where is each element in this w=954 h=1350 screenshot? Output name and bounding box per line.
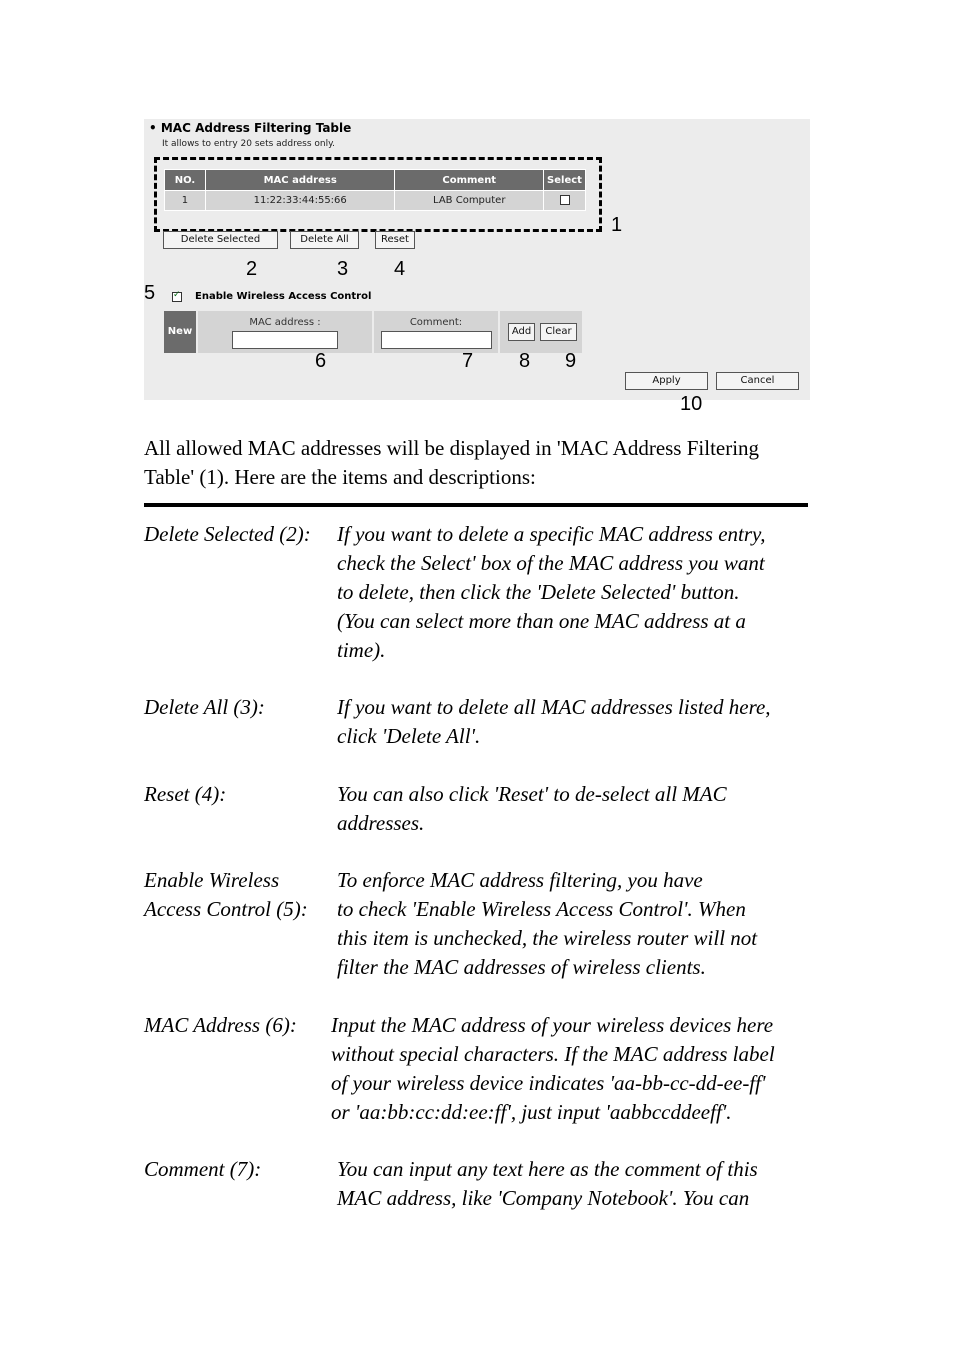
callout-7: 7: [462, 350, 474, 372]
desc-comment: [337, 1155, 758, 1213]
term-line: Enable Wireless: [144, 868, 280, 892]
col-mac: MAC address: [205, 170, 395, 191]
desc-line: time).: [337, 638, 386, 662]
desc-enable-access-control: [337, 866, 757, 982]
mac-field-label: MAC address :: [249, 317, 321, 328]
clear-button[interactable]: Clear: [540, 323, 577, 341]
row-no: 1: [165, 191, 206, 211]
desc-line: (You can select more than one MAC address at a: [337, 609, 746, 633]
comment-input[interactable]: [381, 331, 492, 349]
desc-line: You can also click 'Reset' to de-select all MAC: [337, 782, 727, 806]
desc-line: to delete, then click the 'Delete Selected' button.: [337, 580, 740, 604]
callout-8: 8: [519, 350, 531, 372]
section-title-row: [149, 121, 351, 135]
term-line: Reset (4):: [144, 782, 227, 806]
enable-access-control-label: Enable Wireless Access Control: [195, 291, 372, 302]
callout-5: 5: [144, 282, 156, 304]
callout-6: 6: [315, 350, 327, 372]
desc-line: If you want to delete a specific MAC address entry,: [337, 522, 766, 546]
callout-3: 3: [337, 258, 349, 280]
term-delete-selected: [144, 520, 311, 549]
col-select: Select: [544, 170, 586, 191]
callout-4: 4: [394, 258, 406, 280]
mac-filter-table: [164, 169, 586, 211]
table-row: [165, 191, 586, 211]
term-mac-address: [144, 1011, 297, 1040]
router-ui-screenshot: [144, 119, 810, 400]
desc-line: this item is unchecked, the wireless router will not: [337, 926, 758, 950]
desc-line: or 'aa:bb:cc:dd:ee:ff', just input 'aabbccddeeff'.: [331, 1100, 732, 1124]
delete-selected-button[interactable]: Delete Selected: [163, 231, 278, 249]
row-mac: 11:22:33:44:55:66: [205, 191, 395, 211]
term-delete-all: [144, 693, 265, 722]
term-line: Delete All (3):: [144, 695, 265, 719]
callout-9: 9: [565, 350, 577, 372]
desc-line: of your wireless device indicates 'aa-bb-cc-dd-ee-ff': [331, 1071, 766, 1095]
mac-address-input[interactable]: [232, 331, 338, 349]
callout-1: 1: [611, 214, 623, 236]
callout-10: 10: [680, 393, 703, 415]
desc-line: to check 'Enable Wireless Access Control'. When: [337, 897, 746, 921]
add-button[interactable]: Add: [508, 323, 535, 341]
apply-button[interactable]: Apply: [625, 372, 708, 390]
intro-paragraph: All allowed MAC addresses will be displayed in 'MAC Address Filtering Table' (1). Here are the items and descriptions:: [144, 436, 760, 489]
desc-line: You can input any text here as the comment of this: [337, 1157, 758, 1181]
term-line: Delete Selected (2):: [144, 522, 311, 546]
term-enable-access-control: [144, 866, 308, 924]
desc-mac-address: [331, 1011, 775, 1127]
row-select-cell: [544, 191, 586, 211]
row-select-checkbox[interactable]: [560, 195, 570, 205]
section-note: It allows to entry 20 sets address only.: [162, 139, 335, 149]
cancel-button[interactable]: Cancel: [716, 372, 799, 390]
desc-delete-selected: [337, 520, 765, 665]
table-header-row: [165, 170, 586, 191]
desc-line: MAC address, like 'Company Notebook'. You can: [337, 1186, 750, 1210]
term-line: Comment (7):: [144, 1157, 262, 1181]
desc-delete-all: [337, 693, 771, 751]
term-comment: [144, 1155, 261, 1184]
enable-access-control-checkbox[interactable]: [172, 292, 182, 302]
desc-line: If you want to delete all MAC addresses listed here,: [337, 695, 771, 719]
new-row-label: New: [164, 311, 196, 353]
col-no: NO.: [165, 170, 206, 191]
delete-all-button[interactable]: Delete All: [290, 231, 359, 249]
section-title: MAC Address Filtering Table: [160, 121, 352, 135]
section-divider: [144, 503, 808, 507]
desc-line: filter the MAC addresses of wireless clients.: [337, 955, 706, 979]
desc-line: check the Select' box of the MAC address you want: [337, 551, 765, 575]
desc-line: without special characters. If the MAC address label: [331, 1042, 775, 1066]
bullet-icon: •: [149, 121, 157, 135]
reset-button[interactable]: Reset: [375, 231, 415, 249]
term-line: Access Control (5):: [144, 897, 308, 921]
desc-line: Input the MAC address of your wireless devices here: [331, 1013, 774, 1037]
term-line: MAC Address (6):: [144, 1013, 297, 1037]
desc-reset: [337, 780, 727, 838]
col-comment: Comment: [395, 170, 544, 191]
callout-2: 2: [246, 258, 258, 280]
term-reset: [144, 780, 226, 809]
row-comment: LAB Computer: [395, 191, 544, 211]
comment-field-label: Comment:: [409, 317, 463, 328]
desc-line: addresses.: [337, 811, 425, 835]
desc-line: click 'Delete All'.: [337, 724, 481, 748]
desc-line: To enforce MAC address filtering, you have: [337, 868, 703, 892]
